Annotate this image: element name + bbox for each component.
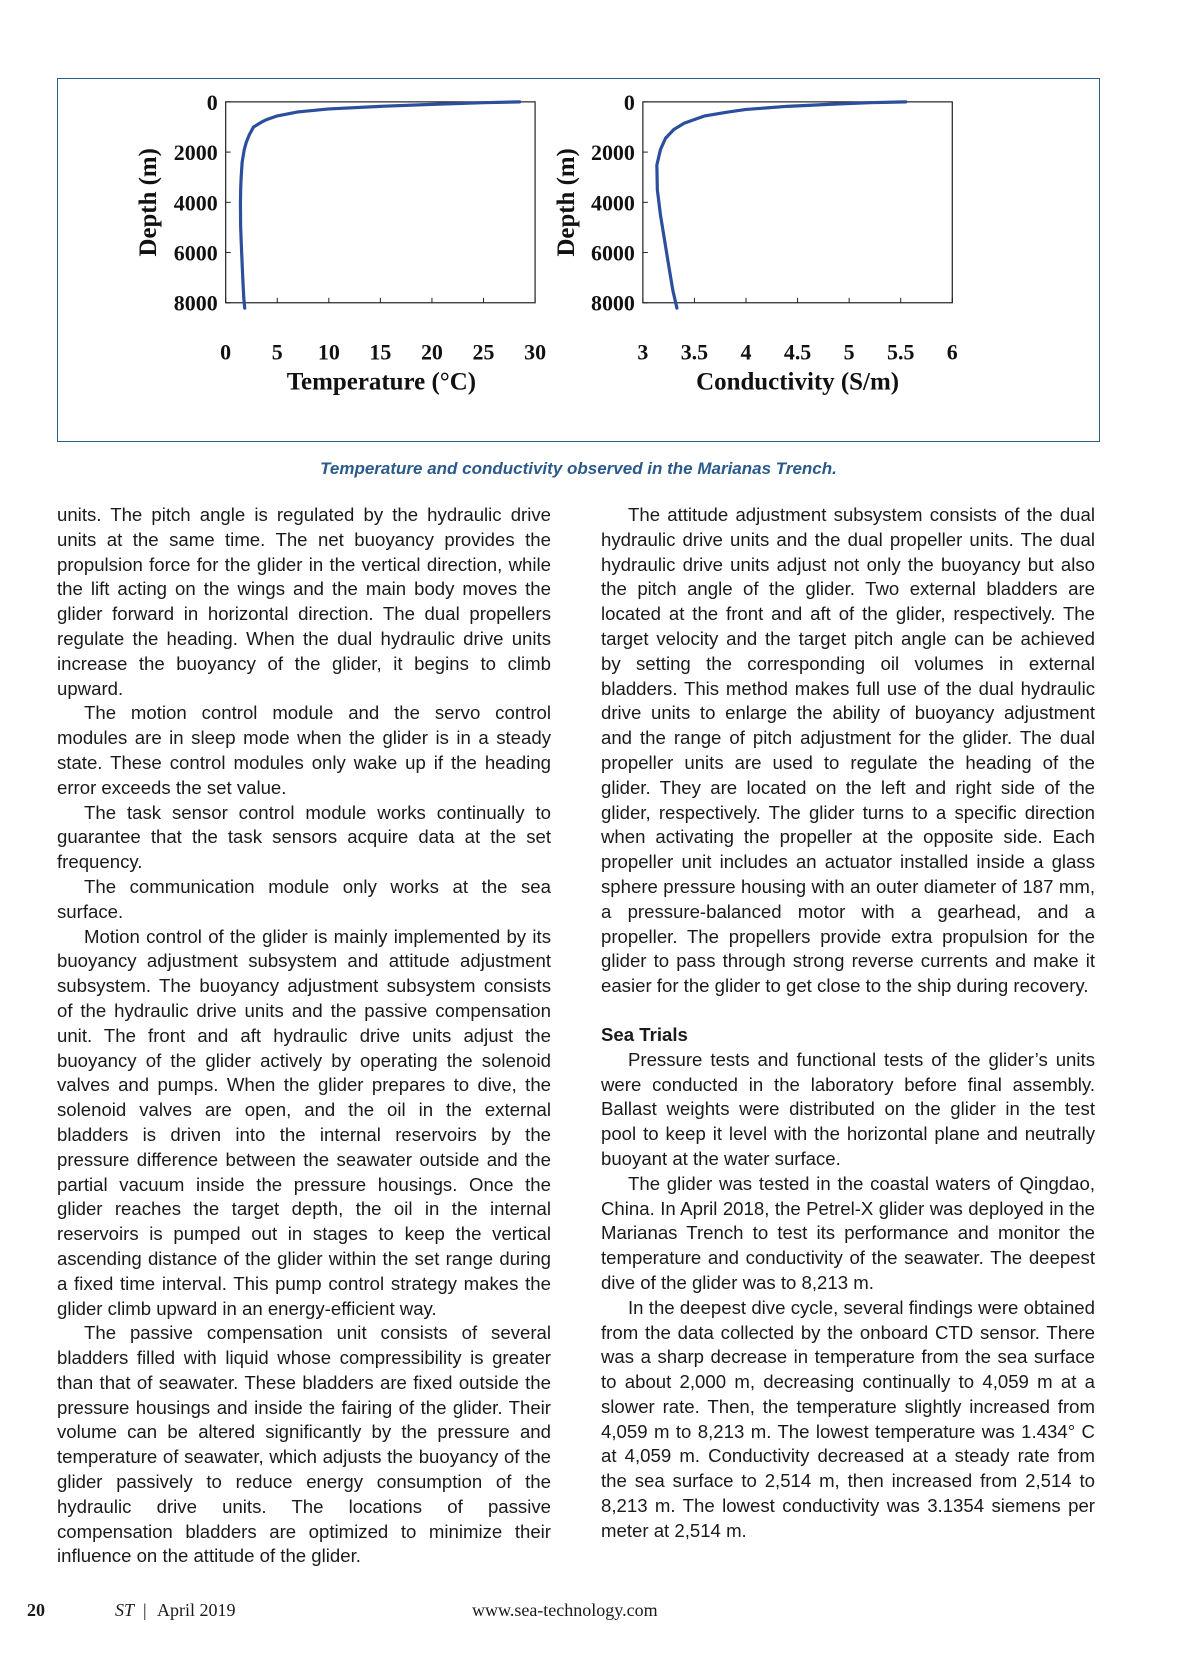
paragraph: The attitude adjustment subsystem consists of the dual hydraulic drive units and the dual propeller units. The dual hydraulic drive units adjust not only the buoyancy but also the pitch angle of the glider. Two external bladders are located at the front and aft of the glider, respectively. The target velocity and the target pitch angle can be achieved by setting the corresponding oil volumes in external bladders. This method makes full use of the dual hydraulic drive units to enlarge the ability of buoyancy adjustment and the range of pitch adjustment for the glider. The dual propeller units are used to regulate the heading of the glider. They are located on the left and right side of the glider, respectively. The glider turns to a specific direction when activating the propeller at the opposite side. Each propeller unit includes an actuator installed inside a glass sphere pressure housing with an outer diameter of 187 mm, a pressure-balanced motor with a gearhead, and a propeller. The propellers provide extra propulsion for the glider to pass through strong reverse currents and make it easier for the glider to get close to the ship during recovery. [601, 504, 1095, 997]
series-line-temperature [240, 102, 519, 308]
x-tick-label: 5 [843, 339, 855, 365]
y-tick-label: 4000 [591, 190, 635, 216]
page-number: 20 [27, 1600, 45, 1620]
paragraph: The task sensor control module works continually to guarantee that the task sensors acquire data at the set frequency. [57, 801, 551, 873]
x-axis-label: Conductivity (S/m) [696, 368, 900, 396]
plot-area-frame [226, 102, 535, 303]
paragraph: In the deepest dive cycle, several findings were obtained from the data collected by the onboard CTD sensor. There was a sharp decrease in temperature from the sea surface to about 2,000 m, decreasing continually to 4,059 m at a slower rate. Then, the temperature slightly increased from 4,059 m to 8,213 m. The lowest temperature was 1.434° C at 4,059 m. Conductivity decreased at a steady rate from the sea surface to 2,514 m, then increased from 2,514 to 8,213 m. The lowest conductivity was 3.1354 siemens per meter at 2,514 m. [601, 1296, 1095, 1541]
y-axis-label: Depth (m) [552, 148, 581, 257]
paragraph: The passive compensation unit consists of several bladders filled with liquid whose compressibility is greater than that of seawater. These bladders are fixed outside the pressure housings and inside the fairing of the glider. Their volume can be altered significantly by the pressure and temperature of seawater, which adjusts the buoyancy of the glider passively to reduce energy consumption of the hydraulic drive units. The locations of passive compensation bladders are optimized to minimize their influence on the attitude of the glider. [57, 1322, 551, 1567]
paragraph: units. The pitch angle is regulated by the hydraulic drive units at the same time. The net buoyancy provides the propulsion force for the glider in the vertical direction, while the lift acting on the wings and the main body moves the glider forward in horizontal direction. The dual propellers regulate the heading. When the dual hydraulic drive units increase the buoyancy of the glider, it begins to climb upward. [57, 504, 551, 699]
x-tick-label: 20 [420, 339, 443, 365]
website-link[interactable]: www.sea-technology.com [472, 1600, 658, 1620]
issue-date: April 2019 [157, 1600, 236, 1620]
paragraph: Pressure tests and functional tests of the glider’s units were conducted in the laboratory before final assembly. Ballast weights were distributed on the glider in the test pool to keep it level with the horizontal plane and neutrally buoyant at the water surface. [601, 1048, 1095, 1169]
x-tick-label: 15 [369, 339, 392, 365]
plot-area-frame [643, 102, 952, 303]
series-line-conductivity [657, 102, 906, 308]
y-tick-label: 4000 [173, 190, 218, 216]
y-axis-label: Depth (m) [134, 148, 162, 257]
section-heading: Sea Trials [601, 1023, 688, 1045]
footer-separator: | [143, 1600, 147, 1620]
y-tick-label: 0 [206, 89, 218, 115]
x-tick-label: 3 [637, 339, 649, 365]
x-tick-label: 6 [946, 339, 958, 365]
figure-charts [58, 79, 1099, 441]
y-tick-label: 2000 [591, 140, 635, 166]
x-tick-label: 5.5 [886, 339, 915, 365]
figure [57, 78, 1100, 442]
left-column [57, 503, 551, 1569]
figure-caption: Temperature and conductivity observed in the Marianas Trench. [320, 459, 837, 478]
y-tick-label: 6000 [173, 240, 218, 266]
paragraph: The glider was tested in the coastal waters of Qingdao, China. In April 2018, the Petrel-X glider was deployed in the Marianas Trench to test its performance and monitor the temperature and conductivity of the seawater. The deepest dive of the glider was to 8,213 m. [601, 1172, 1095, 1293]
y-tick-label: 2000 [173, 140, 218, 166]
x-tick-label: 25 [472, 339, 495, 365]
x-tick-label: 4.5 [783, 339, 812, 365]
x-tick-label: 5 [271, 339, 283, 365]
paragraph: Motion control of the glider is mainly implemented by its buoyancy adjustment subsystem and attitude adjustment subsystem. The buoyancy adjustment subsystem consists of the hydraulic drive units and the passive compensation unit. The front and aft hydraulic drive units adjust the buoyancy of the glider actively by operating the solenoid valves and pumps. When the glider prepares to dive, the solenoid valves are open, and the oil in the external bladders is driven into the internal reservoirs by the pressure difference between the seawater outside and the partial vacuum inside the pressure housings. Once the glider reaches the target depth, the oil in the internal reservoirs is pumped out in stages to keep the vertical ascending distance of the glider within the set range during a fixed time interval. This pump control strategy makes the glider climb upward in an energy-efficient way. [57, 925, 551, 1319]
paragraph: The motion control module and the servo control modules are in sleep mode when the glider is in a steady state. These control modules only wake up if the heading error exceeds the set value. [57, 702, 551, 798]
y-tick-label: 0 [623, 89, 635, 115]
x-tick-label: 30 [524, 339, 547, 365]
x-tick-label: 10 [317, 339, 340, 365]
x-tick-label: 4 [740, 339, 752, 365]
x-axis-label: Temperature (°C) [286, 368, 477, 396]
right-column [601, 503, 1095, 1544]
y-tick-label: 8000 [591, 290, 635, 316]
paragraph: The communication module only works at the sea surface. [57, 875, 551, 922]
page-footer [27, 1600, 1167, 1628]
y-tick-label: 6000 [591, 240, 635, 266]
publication-name: ST [115, 1600, 135, 1620]
y-tick-label: 8000 [173, 290, 218, 316]
x-tick-label: 3.5 [680, 339, 709, 365]
x-tick-label: 0 [220, 339, 232, 365]
